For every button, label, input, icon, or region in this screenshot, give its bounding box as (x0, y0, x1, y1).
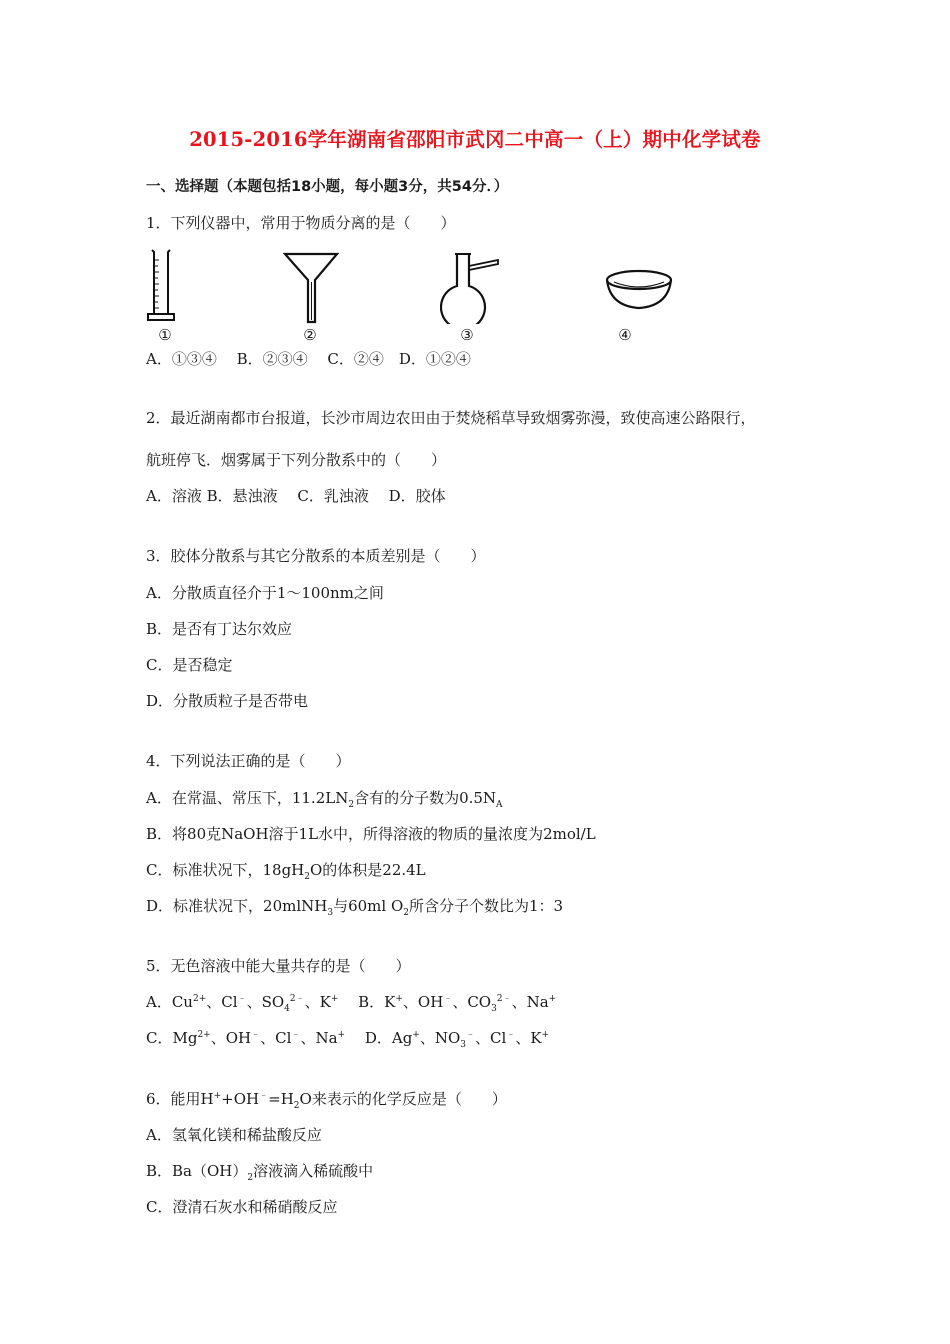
question-3-option-c: C．是否稳定 (146, 656, 233, 674)
question-4-option-a: A．在常温、常压下，$11.2LN_2$含有的分子数为$0.5N_A$ (146, 789, 503, 810)
question-3-option-b: B．是否有丁达尔效应 (146, 620, 293, 638)
question-5-options-ab: A．$Cu^{2+}$、Cl﹣、$SO_4^{2﹣}$、K+ B．K+、OH﹣、$CO_3^{2﹣}$、Na+ (146, 993, 557, 1014)
section-heading: 一、选择题（本题包括18小题，每小题3分，共54分．） (146, 179, 509, 195)
question-2-stem-line2: 航班停飞．烟雾属于下列分散系中的（ ） (146, 451, 447, 469)
question-4-option-c: C．标准状况下，$18gH_2O$的体积是22.4L (146, 861, 426, 882)
apparatus-label-2: ② (303, 326, 317, 344)
question-4-option-b: B．将80克NaOH溶于1L水中，所得溶液的物质的量浓度为2mol/L (146, 825, 596, 843)
funnel-icon (283, 252, 339, 324)
graduated-cylinder-icon (144, 246, 178, 324)
question-6-option-a: A．氢氧化镁和稀盐酸反应 (146, 1126, 322, 1144)
question-6-option-b: B．$Ba(OH)_2$溶液滴入稀硫酸中 (146, 1162, 374, 1183)
question-4-option-d: D．标准状况下，20mlNH$_3$与60ml $O_2$所含分子个数比为1：3 (146, 897, 564, 918)
question-3-stem: 3．胶体分散系与其它分散系的本质差别是（ ） (146, 547, 486, 565)
exam-title: 2015-2016学年湖南省邵阳市武冈二中高一（上）期中化学试卷 (189, 128, 761, 151)
question-6-stem: 6．能用$H^++OH^﹣=H_2O$来表示的化学反应是（ ） (146, 1090, 507, 1111)
question-2-stem-line1: 2．最近湖南都市台报道，长沙市周边农田由于焚烧稻草导致烟雾弥漫，致使高速公路限行， (146, 409, 756, 427)
question-6-option-c: C．澄清石灰水和稀硝酸反应 (146, 1198, 338, 1216)
question-4-stem: 4．下列说法正确的是（ ） (146, 752, 351, 770)
question-5-options-cd: C．$Mg^{2+}$、OH﹣、Cl﹣、Na+ D．Ag+、$NO_3^﹣$、Cl﹣、K+ (146, 1029, 550, 1050)
question-3-option-a: A．分散质直径介于1～100nm之间 (146, 584, 384, 602)
question-5-stem: 5．无色溶液中能大量共存的是（ ） (146, 957, 411, 975)
evaporating-dish-icon (604, 268, 674, 312)
question-3-option-d: D．分散质粒子是否带电 (146, 692, 309, 710)
apparatus-label-1: ① (158, 326, 172, 344)
apparatus-label-3: ③ (460, 326, 474, 344)
distillation-flask-icon (440, 252, 502, 324)
question-2-options: A．溶液 B．悬浊液 C．乳浊液 D．胶体 (146, 487, 446, 505)
apparatus-label-4: ④ (618, 326, 632, 344)
question-1-stem: 1．下列仪器中，常用于物质分离的是（ ） (146, 214, 456, 232)
question-1-options: A．①③④ B．②③④ C．②④ D．①②④ (146, 350, 471, 368)
